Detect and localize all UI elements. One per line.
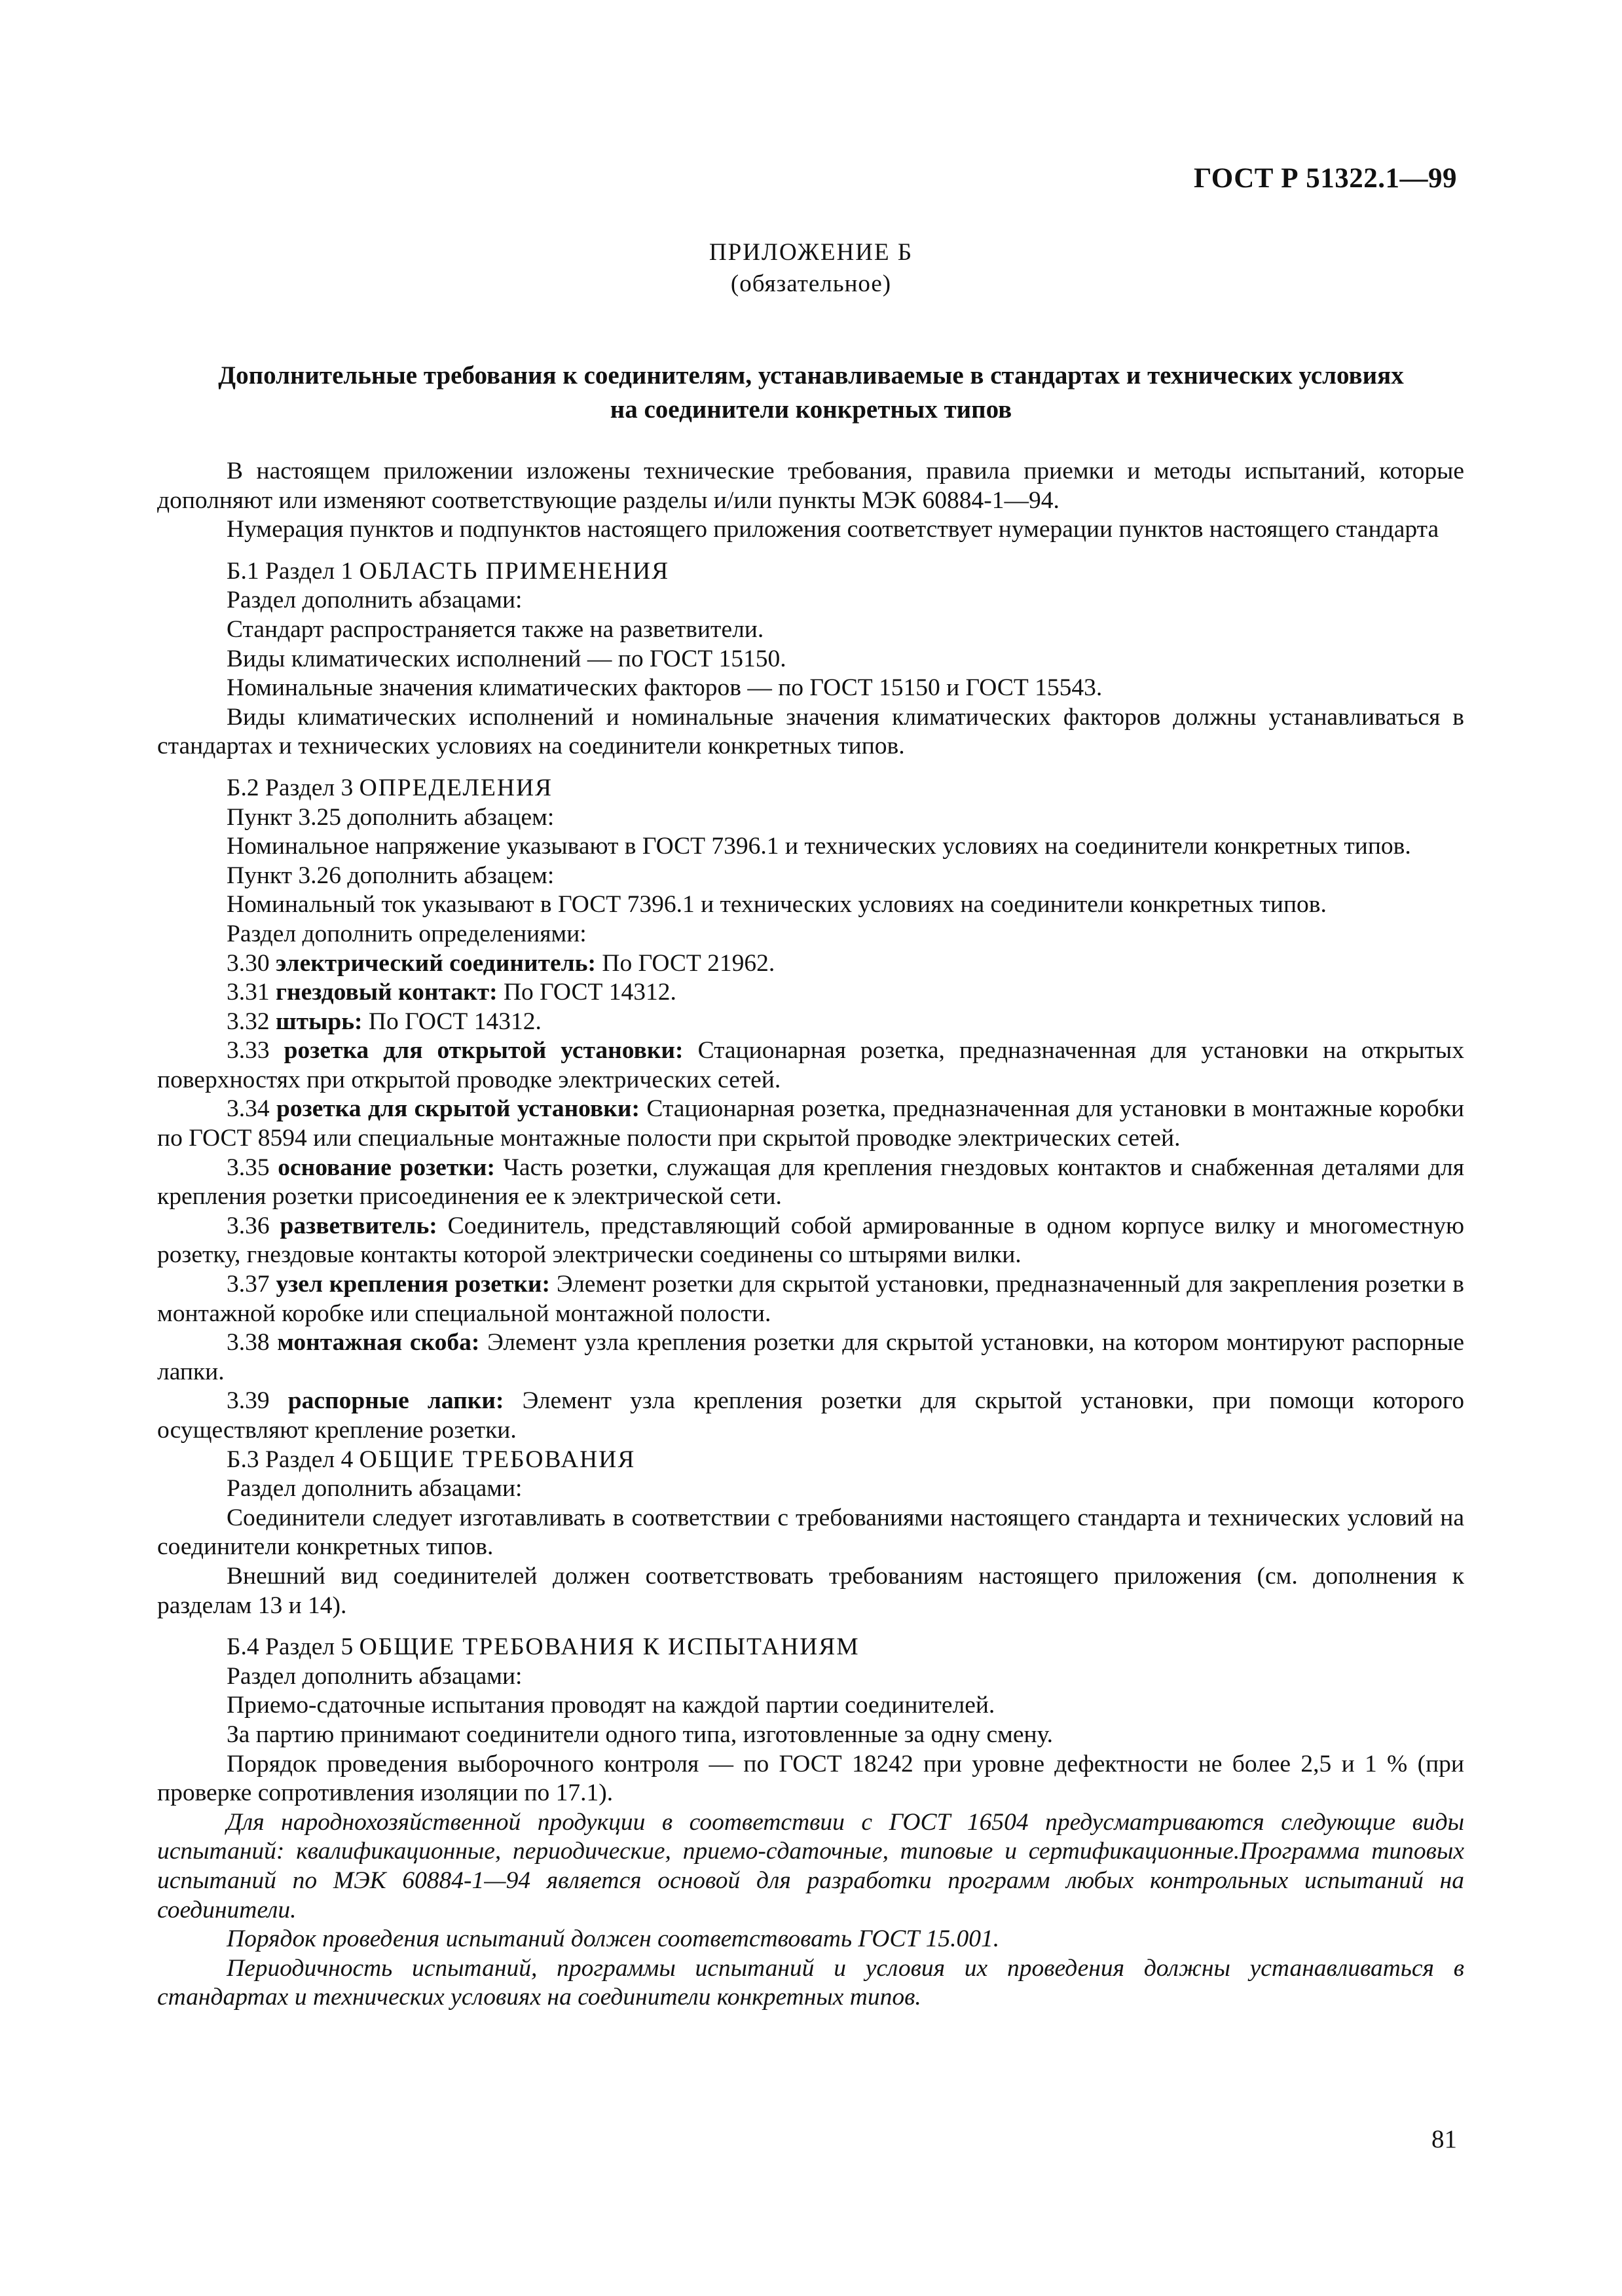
- paragraph: Номинальный ток указывают в ГОСТ 7396.1 и технических условиях на соединители конкретных типов.: [227, 891, 1327, 919]
- paragraph: Пункт 3.25 дополнить абзацем:: [227, 803, 555, 831]
- section-heading-b1: [157, 557, 1464, 587]
- definition-term: основание розетки:: [278, 1154, 495, 1181]
- definition-text: Соединитель, представляющий собой армированные в одном корпусе вилку и многоместную розетку, гнездовые контакты которой электрически соединены со штырями вилки.: [157, 1212, 1464, 1269]
- paragraph: Стандарт распространяется также на разветвители.: [227, 615, 764, 643]
- definition-text: По ГОСТ 21962.: [596, 949, 775, 977]
- definition-item: [157, 1095, 1464, 1153]
- paragraph: Соединители следует изготавливать в соответствии с требованиями настоящего стандарта и технических условий на соединители конкретных типов.: [157, 1504, 1464, 1561]
- document-body: [157, 457, 1464, 2013]
- italic-paragraph: Для народнохозяйственной продукции в соответствии с ГОСТ 16504 предусматриваются следующие виды испытаний: квалификационные, периодические, приемо-сдаточные, типовые и сертификационные.Программа типовых испытаний по МЭК 60884-1—94 является основой для разработки программ любых контрольных испытаний на соединители.: [157, 1808, 1464, 1923]
- definition-term: распорные лапки:: [287, 1387, 504, 1415]
- annex-subtitle: (обязательное): [730, 270, 892, 297]
- definition-item: [157, 1387, 1464, 1445]
- definition-text: Элемент розетки для скрытой установки, предназначенный для закрепления розетки в монтажной коробке или специальной монтажной полости.: [157, 1271, 1465, 1327]
- definition-term: монтажная скоба:: [277, 1329, 480, 1357]
- intro-paragraph: В настоящем приложении изложены технические требования, правила приемки и методы испытаний, которые дополняют или изменяют соответствующие разделы и/или пункты МЭК 60884-1—94.: [157, 458, 1464, 514]
- definition-item: [157, 1270, 1464, 1328]
- definition-item: [157, 1154, 1464, 1212]
- paragraph: Раздел дополнить абзацами:: [227, 587, 523, 614]
- definition-text: Стационарная розетка, предназначенная для установки на открытых поверхностях при открытой проводке электрических сетей.: [157, 1037, 1464, 1093]
- section-heading-caps: ОБЩИЕ ТРЕБОВАНИЯ К ИСПЫТАНИЯМ: [359, 1633, 860, 1661]
- section-heading-prefix: Б.2 Раздел 3: [227, 774, 359, 801]
- section-heading-b2: [157, 774, 1464, 803]
- document-title: [157, 359, 1465, 427]
- section-heading-caps: ОБЩИЕ ТРЕБОВАНИЯ: [359, 1446, 636, 1473]
- definition-number: 3.38: [227, 1329, 278, 1357]
- definition-term: электрический соединитель:: [276, 949, 597, 977]
- definition-number: 3.36: [227, 1212, 280, 1239]
- definition-text: По ГОСТ 14312.: [497, 979, 676, 1006]
- definition-number: 3.30: [227, 949, 276, 977]
- paragraph: Номинальные значения климатических факторов — по ГОСТ 15150 и ГОСТ 15543.: [227, 674, 1103, 702]
- definition-term: разветвитель:: [280, 1212, 437, 1239]
- definition-term: розетка для открытой установки:: [284, 1037, 684, 1065]
- definition-term: гнездовый контакт:: [276, 979, 498, 1006]
- definition-text: Элемент узла крепления розетки для скрытой установки, при помощи которого осуществляют крепление розетки.: [157, 1387, 1465, 1444]
- paragraph: Виды климатических исполнений и номинальные значения климатических факторов должны устанавливаться в стандартах и технических условиях на соединители конкретных типов.: [157, 703, 1464, 760]
- italic-paragraph: Периодичность испытаний, программы испытаний и условия их проведения должны устанавливаться в стандартах и технических условиях на соединители конкретных типов.: [157, 1954, 1464, 2011]
- definition-term: розетка для скрытой установки:: [276, 1095, 640, 1123]
- paragraph: Порядок проведения выборочного контроля — по ГОСТ 18242 при уровне дефектности не более 2,5 и 1 % (при проверке сопротивления изоляции по 17.1).: [157, 1750, 1464, 1807]
- paragraph: Номинальное напряжение указывают в ГОСТ 7396.1 и технических условиях на соединители конкретных типов.: [227, 833, 1411, 860]
- definition-text: Элемент узла крепления розетки для скрытой установки, на котором монтируют распорные лапки.: [157, 1329, 1464, 1385]
- definition-text: Стационарная розетка, предназначенная для установки в монтажные коробки по ГОСТ 8594 или специальные монтажные полости при скрытой проводке электрических сетей.: [157, 1095, 1464, 1152]
- paragraph: За партию принимают соединители одного типа, изготовленные за одну смену.: [227, 1721, 1053, 1748]
- definition-number: 3.34: [227, 1095, 277, 1123]
- paragraph: Внешний вид соединителей должен соответствовать требованиям настоящего приложения (см. дополнения к разделам 13 и 14).: [157, 1562, 1464, 1619]
- section-heading-caps: ОБЛАСТЬ ПРИМЕНЕНИЯ: [359, 557, 670, 585]
- definition-item: [157, 1008, 1464, 1037]
- paragraph: Раздел дополнить абзацами:: [227, 1475, 523, 1503]
- definition-number: 3.35: [227, 1154, 278, 1181]
- annex-title: ПРИЛОЖЕНИЕ Б: [709, 239, 913, 266]
- section-heading-caps: ОПРЕДЕЛЕНИЯ: [359, 774, 553, 801]
- section-heading-b4: [157, 1633, 1464, 1662]
- definition-item: [157, 1212, 1464, 1270]
- definition-item: [157, 978, 1464, 1008]
- paragraph: Раздел дополнить определениями:: [227, 920, 587, 947]
- section-heading-prefix: Б.3 Раздел 4: [227, 1446, 359, 1473]
- definition-item: [157, 1328, 1464, 1387]
- page-number: 81: [1431, 2125, 1457, 2153]
- section-heading-prefix: Б.1 Раздел 1: [227, 557, 359, 585]
- standard-code: ГОСТ Р 51322.1—99: [1193, 163, 1457, 194]
- italic-paragraph: Порядок проведения испытаний должен соответствовать ГОСТ 15.001.: [227, 1925, 1000, 1953]
- definition-number: 3.33: [227, 1037, 284, 1065]
- definition-text: Часть розетки, служащая для крепления гнездовых контактов и снабженная деталями для крепления розетки присоединения ее к электрической сети.: [157, 1154, 1464, 1211]
- document-title-line-2: на соединители конкретных типов: [610, 395, 1012, 424]
- definition-number: 3.32: [227, 1008, 276, 1035]
- definition-number: 3.39: [227, 1387, 288, 1415]
- document-title-line-1: Дополнительные требования к соединителям, устанавливаемые в стандартах и технических условиях: [218, 361, 1404, 390]
- paragraph: Раздел дополнить абзацами:: [227, 1662, 523, 1690]
- definition-term: узел крепления розетки:: [276, 1271, 550, 1298]
- paragraph: Виды климатических исполнений — по ГОСТ 15150.: [227, 645, 786, 672]
- definition-text: По ГОСТ 14312.: [362, 1008, 542, 1035]
- definition-number: 3.31: [227, 979, 276, 1006]
- paragraph: Приемо-сдаточные испытания проводят на каждой партии соединителей.: [227, 1692, 995, 1719]
- definition-item: [157, 949, 1464, 979]
- paragraph: Пункт 3.26 дополнить абзацем:: [227, 862, 555, 889]
- section-heading-b3: [157, 1446, 1464, 1475]
- definition-item: [157, 1036, 1464, 1095]
- intro-paragraph: Нумерация пунктов и подпунктов настоящего приложения соответствует нумерации пунктов настоящего стандарта: [227, 516, 1439, 543]
- definition-number: 3.37: [227, 1271, 276, 1298]
- annex-heading: [0, 237, 1622, 300]
- definition-term: штырь:: [276, 1008, 363, 1035]
- section-heading-prefix: Б.4 Раздел 5: [227, 1633, 359, 1661]
